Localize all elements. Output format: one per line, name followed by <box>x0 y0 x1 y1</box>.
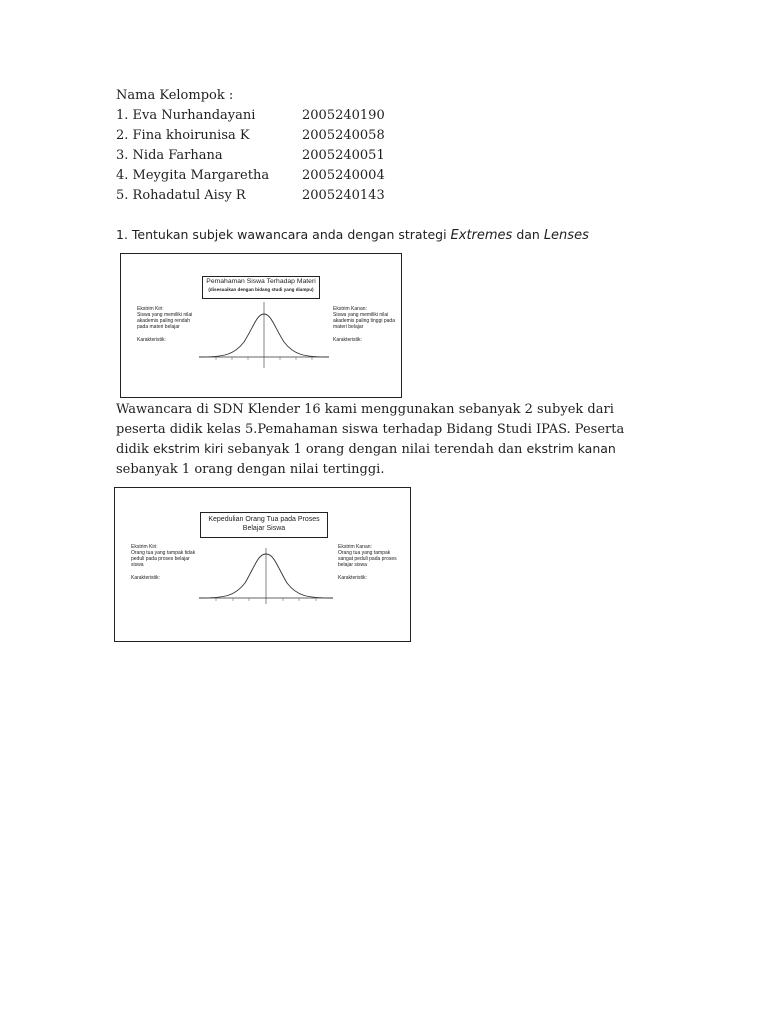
list-item <box>116 186 656 206</box>
list-item <box>116 146 656 166</box>
interview-paragraph <box>116 400 656 479</box>
paragraph-block <box>116 400 656 479</box>
figure-title: Pemahaman Siswa Terhadap Materi <box>206 278 316 285</box>
figure-subtitle: (disesuaikan dengan bidang studi yang diampu) <box>208 287 314 292</box>
right-extreme-characteristics: Karakteristik: <box>333 337 362 343</box>
question-lenses: Lenses <box>543 228 589 243</box>
figure-parent-care <box>114 487 411 642</box>
right-extreme-characteristics: Karakteristik: <box>338 575 367 581</box>
left-extreme-title: Ekstrim Kiri: <box>137 306 164 312</box>
figure-student-understanding <box>120 253 402 398</box>
left-extreme-characteristics: Karakteristik: <box>131 575 160 581</box>
member-id: 2005240058 <box>302 128 385 143</box>
right-extreme-title: Ekstrim Kanan: <box>333 306 367 312</box>
paragraph-text: Wawancara di SDN Klender 16 kami menggunakan sebanyak 2 subyek dari peserta didik kelas 5.Pemahaman siswa terhadap Bidang Studi IPAS. Peserta didik <box>116 402 625 458</box>
member-id: 2005240004 <box>302 168 385 183</box>
list-item <box>116 166 656 186</box>
member-name: 5. Rohadatul Aisy R <box>116 188 246 203</box>
right-extreme-title: Ekstrim Kanan: <box>338 544 372 550</box>
list-item <box>116 106 656 126</box>
left-extreme-note <box>137 306 201 343</box>
member-id: 2005240051 <box>302 148 385 163</box>
paragraph-text: sebanyak 1 orang dengan nilai terendah dan <box>223 442 527 458</box>
left-extreme-note <box>131 544 197 581</box>
right-extreme-note <box>338 544 404 581</box>
member-name: 2. Fina khoirunisa K <box>116 128 250 143</box>
question-and: dan <box>512 227 544 242</box>
question-text: Tentukan subjek wawancara anda dengan strategi <box>131 227 451 242</box>
document-body <box>116 86 656 245</box>
member-list <box>116 106 656 206</box>
question-number: 1. <box>116 227 132 242</box>
question-heading <box>116 225 656 245</box>
member-name: 3. Nida Farhana <box>116 148 223 163</box>
paragraph-left-extreme: ekstrim kiri <box>152 441 224 457</box>
member-name: 1. Eva Nurhandayani <box>116 108 256 123</box>
right-extreme-note <box>333 306 395 343</box>
figure-title-box <box>202 276 320 299</box>
left-extreme-text: Siswa yang memiliki nilai akademis paling rendah pada materi belajar <box>137 312 193 330</box>
member-id: 2005240143 <box>302 188 385 203</box>
left-extreme-characteristics: Karakteristik: <box>137 337 166 343</box>
left-extreme-text: Orang tua yang tampak tidak peduli pada proses belajar siswa <box>131 550 196 568</box>
left-extreme-title: Ekstrim Kiri: <box>131 544 158 550</box>
right-extreme-text: Orang tua yang tampak sangat peduli pada proses belajar siswa <box>338 550 397 568</box>
paragraph-text: sebanyak 1 orang dengan nilai tertinggi. <box>116 461 385 477</box>
bell-curve <box>199 302 329 370</box>
member-name: 4. Meygita Margaretha <box>116 168 270 183</box>
member-id: 2005240190 <box>302 108 385 123</box>
list-item <box>116 126 656 146</box>
paragraph-right-extreme: ekstrim kanan <box>526 441 616 457</box>
question-extremes: Extremes <box>450 228 513 243</box>
figure-title: Kepedulian Orang Tua pada Proses Belajar Siswa <box>208 516 320 532</box>
right-extreme-text: Siswa yang memiliki nilai akademis paling tinggi pada materi belajar <box>333 312 395 330</box>
figure-title-box <box>200 512 328 538</box>
group-heading: Nama Kelompok : <box>116 88 234 103</box>
bell-curve <box>199 546 333 606</box>
